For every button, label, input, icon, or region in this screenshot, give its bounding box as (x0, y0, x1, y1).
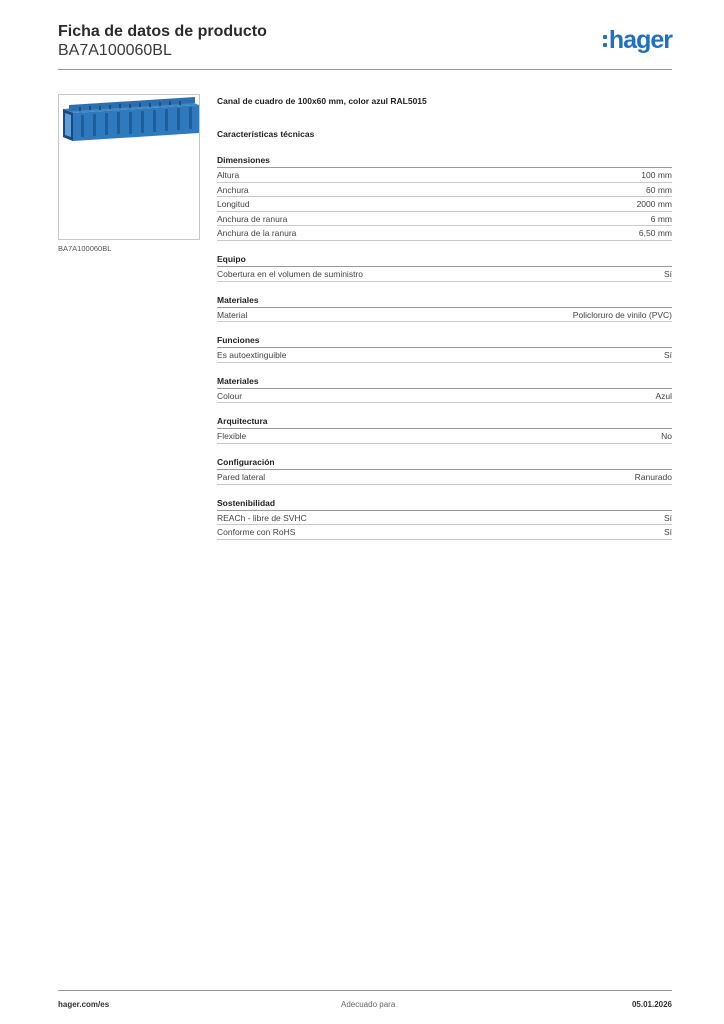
spec-row (217, 212, 672, 227)
spec-row (217, 470, 672, 485)
cable-duct-image (59, 95, 199, 239)
spec-row (217, 226, 672, 241)
spec-row (217, 511, 672, 526)
spec-value: Ranurado (634, 471, 672, 482)
spec-row (217, 183, 672, 198)
section-arquitectura (217, 415, 672, 444)
spec-value: 6,50 mm (638, 228, 672, 239)
section-materiales-color (217, 375, 672, 404)
footer-website: hager.com/es (58, 1000, 110, 1009)
spec-label: Altura (217, 170, 240, 180)
spec-content (217, 96, 672, 540)
spec-value: Sí (663, 268, 672, 279)
spec-label: Conforme con RoHS (217, 527, 296, 538)
spec-label: Flexible (217, 431, 247, 442)
spec-value: 6 mm (650, 213, 672, 224)
section-title: Dimensiones (217, 154, 672, 168)
spec-value: Policloruro de vinilo (PVC) (572, 309, 672, 320)
hager-logo (603, 27, 672, 53)
spec-row (217, 168, 672, 183)
spec-label: Cobertura en el volumen de suministro (217, 268, 363, 279)
spec-row (217, 267, 672, 282)
spec-label: Anchura (217, 184, 249, 195)
product-image (58, 94, 200, 240)
spec-label: Anchura de la ranura (217, 228, 297, 239)
spec-row (217, 348, 672, 363)
product-code: BA7A100060BL (58, 42, 172, 59)
image-caption: BA7A100060BL (58, 244, 112, 253)
section-materiales (217, 294, 672, 323)
spec-row (217, 197, 672, 212)
page-footer (58, 990, 672, 1014)
spec-label: Material (217, 309, 248, 320)
footer-date: 05.01.2026 (631, 1000, 672, 1009)
spec-value: Sí (663, 512, 672, 523)
logo-text: hager (608, 26, 672, 54)
section-title: Configuración (217, 456, 672, 470)
spec-label: Longitud (217, 199, 250, 210)
spec-value: 2000 mm (636, 199, 672, 210)
spec-label: Pared lateral (217, 471, 266, 482)
spec-label: REACh - libre de SVHC (217, 512, 307, 523)
section-title: Funciones (217, 334, 672, 348)
section-title: Equipo (217, 253, 672, 267)
section-funciones (217, 334, 672, 363)
spec-value: 60 mm (646, 184, 672, 195)
section-configuracion (217, 456, 672, 485)
page-header (58, 22, 672, 70)
spec-row (217, 308, 672, 323)
spec-label: Es autoextinguible (217, 350, 287, 361)
product-description: Canal de cuadro de 100x60 mm, color azul RAL5015 (217, 96, 427, 106)
spec-value: No (661, 431, 672, 442)
section-title: Sostenibilidad (217, 497, 672, 511)
section-title: Arquitectura (217, 415, 672, 429)
spec-value: Sí (663, 527, 672, 538)
document-title: Ficha de datos de producto (58, 23, 267, 40)
spec-row (217, 525, 672, 540)
footer-middle-text: Adecuado para (341, 1000, 396, 1009)
spec-value: Sí (663, 350, 672, 361)
spec-label: Colour (217, 390, 243, 401)
spec-value: 100 mm (641, 170, 672, 180)
logo-dots-icon (603, 35, 607, 47)
section-dimensiones (217, 154, 672, 241)
spec-value: Azul (655, 390, 672, 401)
tech-characteristics-title: Características técnicas (217, 129, 315, 139)
section-equipo (217, 253, 672, 282)
spec-label: Anchura de ranura (217, 213, 288, 224)
section-title: Materiales (217, 375, 672, 389)
spec-row (217, 389, 672, 404)
section-title: Materiales (217, 294, 672, 308)
spec-row (217, 429, 672, 444)
section-sostenibilidad (217, 497, 672, 540)
